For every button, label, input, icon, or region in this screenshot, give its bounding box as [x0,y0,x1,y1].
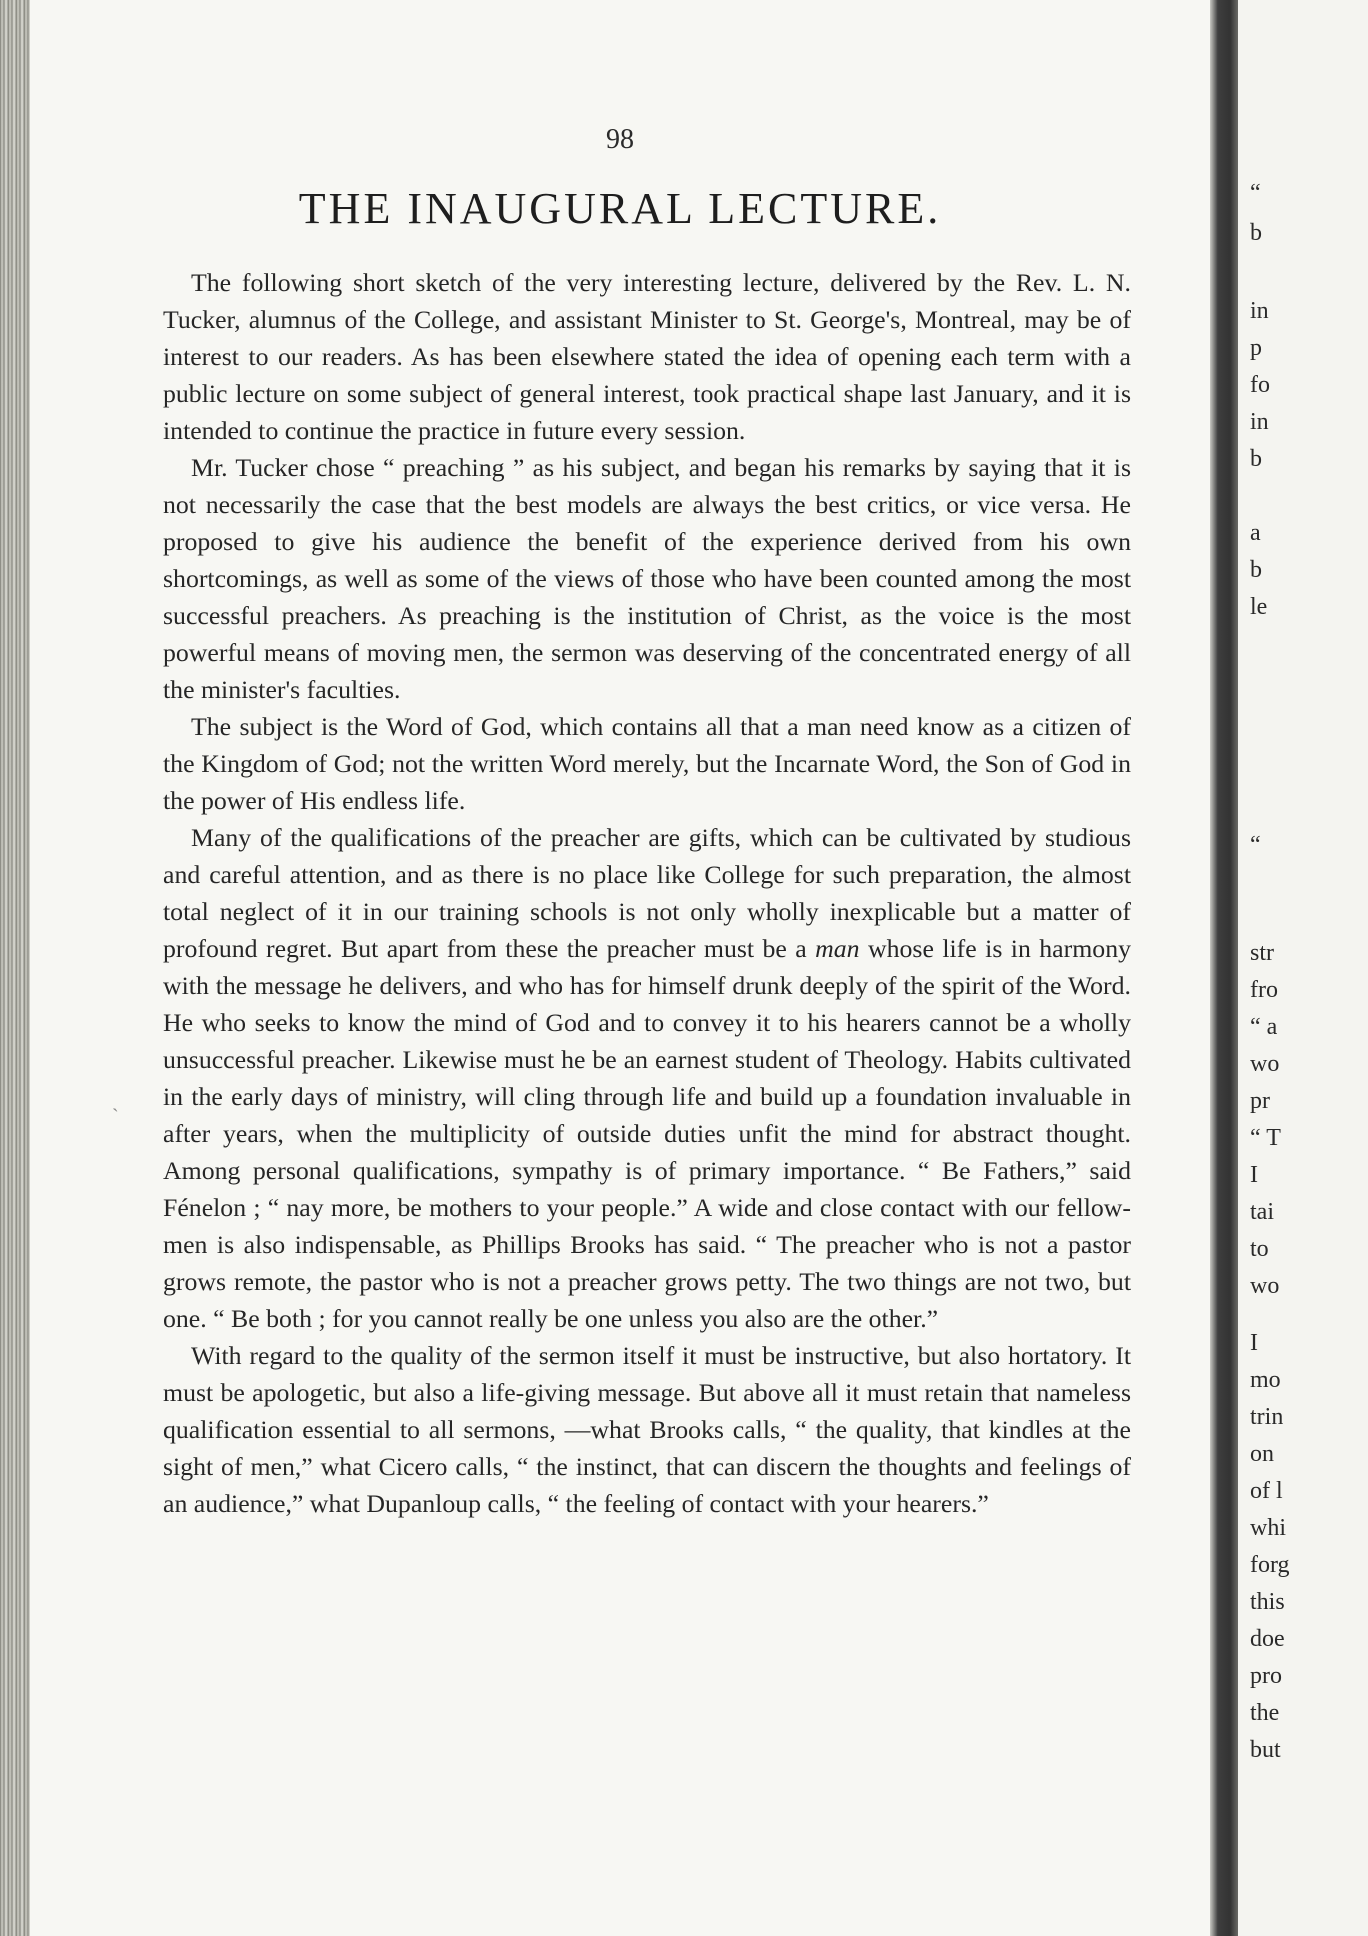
facing-text-fragment: b [1250,557,1262,583]
paragraph-text: Many of the qualifications of the preacher are gifts, which can be cultivated by studious and careful attention, and as there is no place like College for such preparation, the almost total neglect of it in our training schools is not only wholly inexplicable but a matter of profound regret. But apart from these the preacher must be a [163,823,1131,963]
paragraph: Mr. Tucker chose “ preaching ” as his subject, and began his remarks by saying that it is not necessarily the case that the best models are always the best critics, or vice versa. He proposed to give his audience the benefit of the experience derived from his own shortcomings, as well as some of the views of those who have been counted among the most successful preachers. As preaching is the institution of Christ, as the voice is the most powerful means of moving men, the sermon was deserving of the concentrated energy of all the minister's faculties. [163,453,1131,704]
facing-text-fragment: trin [1250,1404,1284,1430]
paragraph [163,819,1131,1337]
facing-text-fragment: wo [1250,1051,1280,1077]
paragraph: With regard to the quality of the sermon itself it must be instructive, but also hortatory. It must be apologetic, but also a life-giving message. But above all it must retain that nameless qualification essential to all sermons, —what Brooks calls, “ the quality, that kindles at the sight of men,” what Cicero calls, “ the instinct, that can discern the thoughts and feelings of an audience,” what Dupanloup calls, “ the feeling of contact with your hearers.” [163,1341,1131,1518]
facing-text-fragment: the [1250,1700,1280,1726]
book-spine-edge [0,0,30,1936]
facing-text-fragment: b [1250,446,1262,472]
facing-text-fragment: whi [1250,1515,1286,1541]
facing-text-fragment: but [1250,1737,1281,1763]
facing-text-fragment: I [1250,1330,1258,1356]
book-page [30,0,1210,1936]
facing-text-fragment: of l [1250,1478,1283,1504]
facing-page [1238,0,1368,1936]
facing-text-fragment: tai [1250,1199,1274,1225]
facing-text-fragment: pr [1250,1088,1270,1114]
facing-text-fragment: “ [1250,832,1261,858]
emphasized-word: man [815,934,860,963]
book-gutter [1210,0,1238,1936]
facing-text-fragment: fo [1250,372,1270,398]
facing-text-fragment: doe [1250,1626,1285,1652]
paragraph-text: whose life is in harmony with the message he delivers, and who has for himself drunk deeply of the spirit of the Word. He who seeks to know the mind of God and to convey it to his hearers cannot be a wholly unsuccessful preacher. Likewise must he be an earnest student of Theology. Habits cultivated in the early days of ministry, will cling through life and build up a foundation invaluable in after years, when the multiplicity of outside duties unfit the mind for abstract thought. Among personal qualifications, sympathy is of primary importance. “ Be Fathers,” said Fénelon ; “ nay more, be mothers to your people.” A wide and close contact with our fellow-men is also indispensable, as Phillips Brooks has said. “ The preacher who is not a pastor grows remote, the pastor who is not a preacher grows petty. The two things are not two, but one. “ Be both ; for you cannot really be one unless you also are the other.” [163,934,1131,1333]
facing-text-fragment: fro [1250,977,1278,1003]
facing-text-fragment: in [1250,409,1269,435]
facing-text-fragment: to [1250,1236,1269,1262]
facing-text-fragment: this [1250,1589,1285,1615]
facing-text-fragment: “ a [1250,1014,1278,1040]
margin-mark: ˎ [112,1090,119,1112]
facing-text-fragment: pro [1250,1663,1282,1689]
facing-text-fragment: mo [1250,1367,1281,1393]
article-body [163,264,1131,1522]
paragraph: The subject is the Word of God, which contains all that a man need know as a citizen of the Kingdom of God; not the written Word merely, but the Incarnate Word, the Son of God in the power of His endless life. [163,712,1131,815]
facing-text-fragment: wo [1250,1273,1280,1299]
facing-text-fragment: b [1250,220,1262,246]
facing-text-fragment: I [1250,1162,1258,1188]
facing-text-fragment: p [1250,335,1262,361]
page-number: 98 [606,124,634,155]
facing-text-fragment: le [1250,594,1268,620]
paragraph: The following short sketch of the very interesting lecture, delivered by the Rev. L. N. Tucker, alumnus of the College, and assistant Minister to St. George's, Montreal, may be of interest to our readers. As has been elsewhere stated the idea of opening each term with a public lecture on some subject of general interest, took practical shape last January, and it is intended to continue the practice in future every session. [163,268,1131,445]
facing-text-fragment: str [1250,940,1274,966]
facing-text-fragment: on [1250,1441,1274,1467]
facing-text-fragment: in [1250,298,1269,324]
facing-text-fragment: “ T [1250,1125,1281,1151]
facing-text-fragment: forg [1250,1552,1290,1578]
facing-text-fragment: “ [1250,180,1261,206]
page-title: THE INAUGURAL LECTURE. [298,184,942,233]
facing-text-fragment: a [1250,520,1261,546]
